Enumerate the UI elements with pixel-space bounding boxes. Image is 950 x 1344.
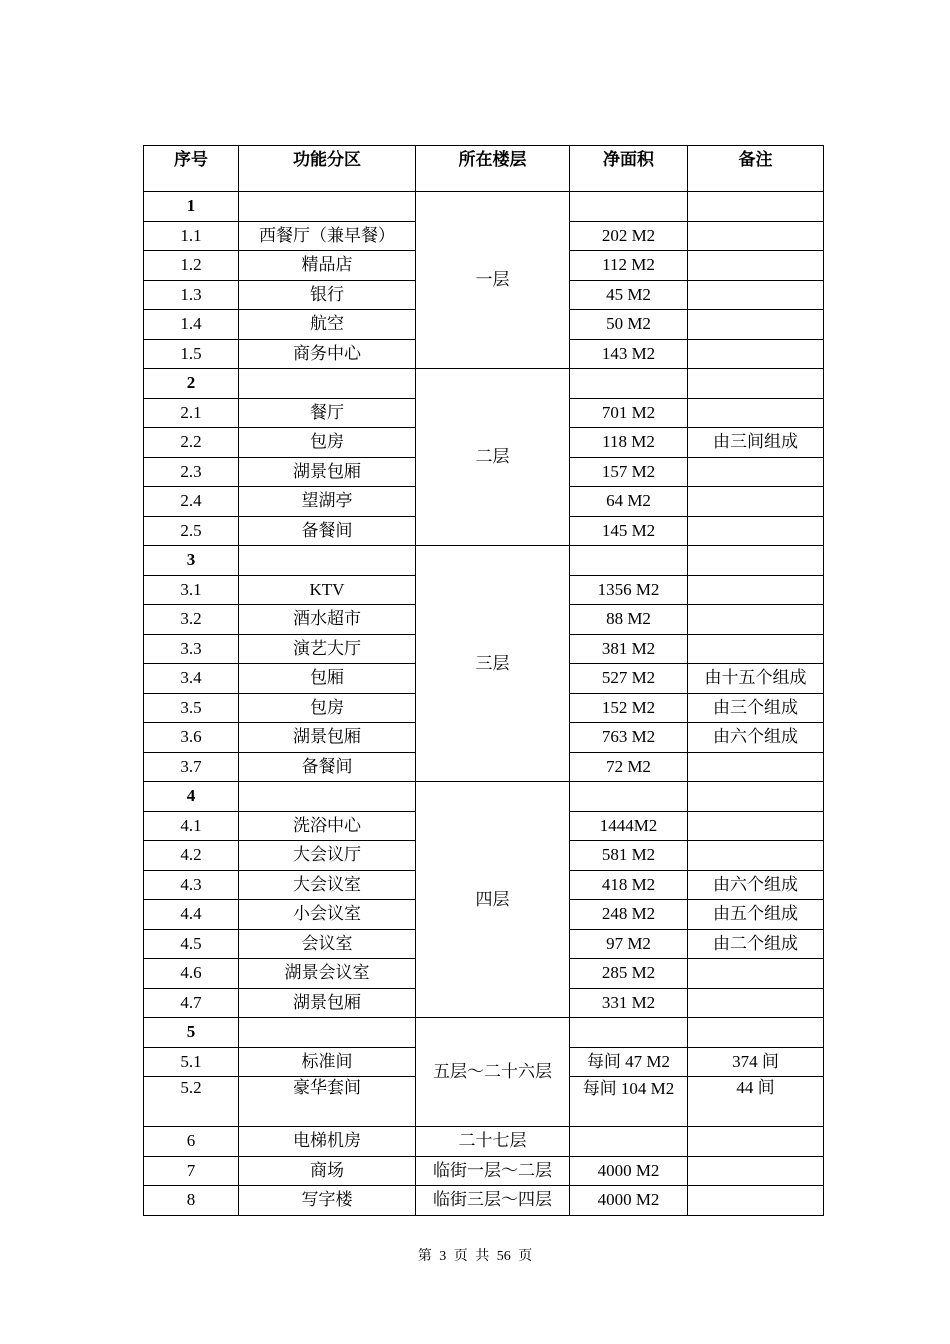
row-remark	[688, 280, 824, 310]
section-name	[239, 782, 416, 812]
row-number: 4.1	[144, 811, 239, 841]
row-net-area: 50 M2	[570, 310, 688, 340]
section-name	[239, 546, 416, 576]
row-net-area: 1444M2	[570, 811, 688, 841]
row-function-zone: KTV	[239, 575, 416, 605]
section-remark	[688, 1018, 824, 1048]
section-row	[144, 369, 824, 399]
page-footer	[0, 1245, 950, 1265]
row-net-area: 88 M2	[570, 605, 688, 635]
row-number: 4.5	[144, 929, 239, 959]
row-number: 2.3	[144, 457, 239, 487]
row-remark	[688, 959, 824, 989]
section-remark	[688, 369, 824, 399]
row-remark: 由三间组成	[688, 428, 824, 458]
header-no: 序号	[144, 146, 239, 192]
row-net-area: 145 M2	[570, 516, 688, 546]
section-name	[239, 192, 416, 222]
row-function-zone: 洗浴中心	[239, 811, 416, 841]
footer-total-pages: 56	[496, 1249, 511, 1264]
section-name	[239, 1018, 416, 1048]
row-net-area: 381 M2	[570, 634, 688, 664]
row-function-zone: 湖景包厢	[239, 988, 416, 1018]
row-number: 2.4	[144, 487, 239, 517]
header-floor: 所在楼层	[416, 146, 570, 192]
row-remark	[688, 811, 824, 841]
row-remark	[688, 1156, 824, 1186]
row-remark: 由二个组成	[688, 929, 824, 959]
row-remark	[688, 487, 824, 517]
row-remark: 374 间	[688, 1047, 824, 1077]
row-function-zone: 写字楼	[239, 1186, 416, 1216]
footer-prefix: 第	[417, 1249, 432, 1264]
row-function-zone: 会议室	[239, 929, 416, 959]
row-floor: 临街三层～四层	[416, 1186, 570, 1216]
row-net-area: 1356 M2	[570, 575, 688, 605]
section-area	[570, 546, 688, 576]
row-net-area: 202 M2	[570, 221, 688, 251]
row-floor: 二十七层	[416, 1127, 570, 1157]
row-remark: 由十五个组成	[688, 664, 824, 694]
section-area	[570, 192, 688, 222]
row-net-area: 248 M2	[570, 900, 688, 930]
section-area	[570, 782, 688, 812]
row-net-area: 72 M2	[570, 752, 688, 782]
row-number: 2.5	[144, 516, 239, 546]
row-number: 2.2	[144, 428, 239, 458]
row-number: 3.4	[144, 664, 239, 694]
floor-area-table	[143, 145, 824, 1216]
row-remark	[688, 310, 824, 340]
section-row	[144, 546, 824, 576]
row-number: 7	[144, 1156, 239, 1186]
row-number: 4.2	[144, 841, 239, 871]
row-net-area	[570, 1127, 688, 1157]
row-net-area: 157 M2	[570, 457, 688, 487]
section-remark	[688, 782, 824, 812]
row-number: 3.5	[144, 693, 239, 723]
section-number: 2	[144, 369, 239, 399]
row-remark	[688, 251, 824, 281]
row-net-area: 4000 M2	[570, 1186, 688, 1216]
row-function-zone: 小会议室	[239, 900, 416, 930]
row-number: 4.3	[144, 870, 239, 900]
row-function-zone: 备餐间	[239, 752, 416, 782]
section-floor: 五层～二十六层	[416, 1018, 570, 1127]
row-function-zone: 包厢	[239, 664, 416, 694]
row-net-area: 763 M2	[570, 723, 688, 753]
row-remark	[688, 575, 824, 605]
section-floor: 二层	[416, 369, 570, 546]
row-remark: 由六个组成	[688, 723, 824, 753]
row-remark	[688, 221, 824, 251]
row-function-zone: 大会议厅	[239, 841, 416, 871]
row-function-zone: 备餐间	[239, 516, 416, 546]
row-function-zone: 商务中心	[239, 339, 416, 369]
row-function-zone: 湖景包厢	[239, 457, 416, 487]
row-remark: 44 间	[688, 1077, 824, 1127]
row-function-zone: 演艺大厅	[239, 634, 416, 664]
header-remark: 备注	[688, 146, 824, 192]
row-number: 1.3	[144, 280, 239, 310]
row-net-area: 118 M2	[570, 428, 688, 458]
row-number: 3.6	[144, 723, 239, 753]
row-number: 1.5	[144, 339, 239, 369]
row-function-zone: 标准间	[239, 1047, 416, 1077]
section-floor: 一层	[416, 192, 570, 369]
row-function-zone: 餐厅	[239, 398, 416, 428]
row-net-area: 701 M2	[570, 398, 688, 428]
row-remark	[688, 752, 824, 782]
row-number: 3.3	[144, 634, 239, 664]
section-name	[239, 369, 416, 399]
row-net-area: 45 M2	[570, 280, 688, 310]
section-number: 4	[144, 782, 239, 812]
table-row	[144, 1186, 824, 1216]
table-body	[144, 192, 824, 1216]
row-number: 2.1	[144, 398, 239, 428]
table-row	[144, 1156, 824, 1186]
row-number: 4.7	[144, 988, 239, 1018]
section-area	[570, 1018, 688, 1048]
row-net-area: 581 M2	[570, 841, 688, 871]
row-remark	[688, 634, 824, 664]
row-function-zone: 酒水超市	[239, 605, 416, 635]
row-number: 5.2	[144, 1077, 239, 1127]
row-number: 3.1	[144, 575, 239, 605]
row-net-area: 285 M2	[570, 959, 688, 989]
row-function-zone: 航空	[239, 310, 416, 340]
section-area	[570, 369, 688, 399]
row-function-zone: 银行	[239, 280, 416, 310]
section-remark	[688, 546, 824, 576]
footer-page-number: 3	[439, 1249, 447, 1264]
row-net-area: 每间 47 M2	[570, 1047, 688, 1077]
row-function-zone: 大会议室	[239, 870, 416, 900]
row-remark	[688, 1186, 824, 1216]
header-function-zone: 功能分区	[239, 146, 416, 192]
footer-page-label: 页	[453, 1249, 468, 1264]
section-floor: 四层	[416, 782, 570, 1018]
section-remark	[688, 192, 824, 222]
header-net-area: 净面积	[570, 146, 688, 192]
row-remark	[688, 605, 824, 635]
row-net-area: 152 M2	[570, 693, 688, 723]
row-remark: 由六个组成	[688, 870, 824, 900]
table-row	[144, 1127, 824, 1157]
footer-total-label: 共	[475, 1249, 490, 1264]
row-remark	[688, 457, 824, 487]
row-net-area: 4000 M2	[570, 1156, 688, 1186]
section-number: 1	[144, 192, 239, 222]
row-remark	[688, 841, 824, 871]
table-header-row	[144, 146, 824, 192]
row-net-area: 每间 104 M2	[570, 1077, 688, 1127]
section-row	[144, 1018, 824, 1048]
row-number: 3.7	[144, 752, 239, 782]
section-floor: 三层	[416, 546, 570, 782]
row-function-zone: 西餐厅（兼早餐）	[239, 221, 416, 251]
row-remark: 由三个组成	[688, 693, 824, 723]
row-function-zone: 商场	[239, 1156, 416, 1186]
row-number: 1.1	[144, 221, 239, 251]
row-net-area: 527 M2	[570, 664, 688, 694]
section-row	[144, 192, 824, 222]
row-remark	[688, 339, 824, 369]
row-number: 6	[144, 1127, 239, 1157]
row-number: 5.1	[144, 1047, 239, 1077]
row-net-area: 418 M2	[570, 870, 688, 900]
row-floor: 临街一层～二层	[416, 1156, 570, 1186]
row-net-area: 97 M2	[570, 929, 688, 959]
row-number: 1.2	[144, 251, 239, 281]
row-function-zone: 湖景会议室	[239, 959, 416, 989]
row-remark: 由五个组成	[688, 900, 824, 930]
footer-suffix: 页	[518, 1249, 533, 1264]
row-number: 4.6	[144, 959, 239, 989]
row-number: 4.4	[144, 900, 239, 930]
row-remark	[688, 516, 824, 546]
row-remark	[688, 1127, 824, 1157]
section-row	[144, 782, 824, 812]
row-remark	[688, 398, 824, 428]
row-remark	[688, 988, 824, 1018]
row-function-zone: 豪华套间	[239, 1077, 416, 1127]
row-number: 8	[144, 1186, 239, 1216]
row-net-area: 331 M2	[570, 988, 688, 1018]
row-net-area: 64 M2	[570, 487, 688, 517]
row-net-area: 143 M2	[570, 339, 688, 369]
row-function-zone: 包房	[239, 693, 416, 723]
section-number: 3	[144, 546, 239, 576]
section-number: 5	[144, 1018, 239, 1048]
row-function-zone: 望湖亭	[239, 487, 416, 517]
row-net-area: 112 M2	[570, 251, 688, 281]
row-number: 1.4	[144, 310, 239, 340]
row-function-zone: 精品店	[239, 251, 416, 281]
row-function-zone: 包房	[239, 428, 416, 458]
row-function-zone: 电梯机房	[239, 1127, 416, 1157]
row-function-zone: 湖景包厢	[239, 723, 416, 753]
row-number: 3.2	[144, 605, 239, 635]
